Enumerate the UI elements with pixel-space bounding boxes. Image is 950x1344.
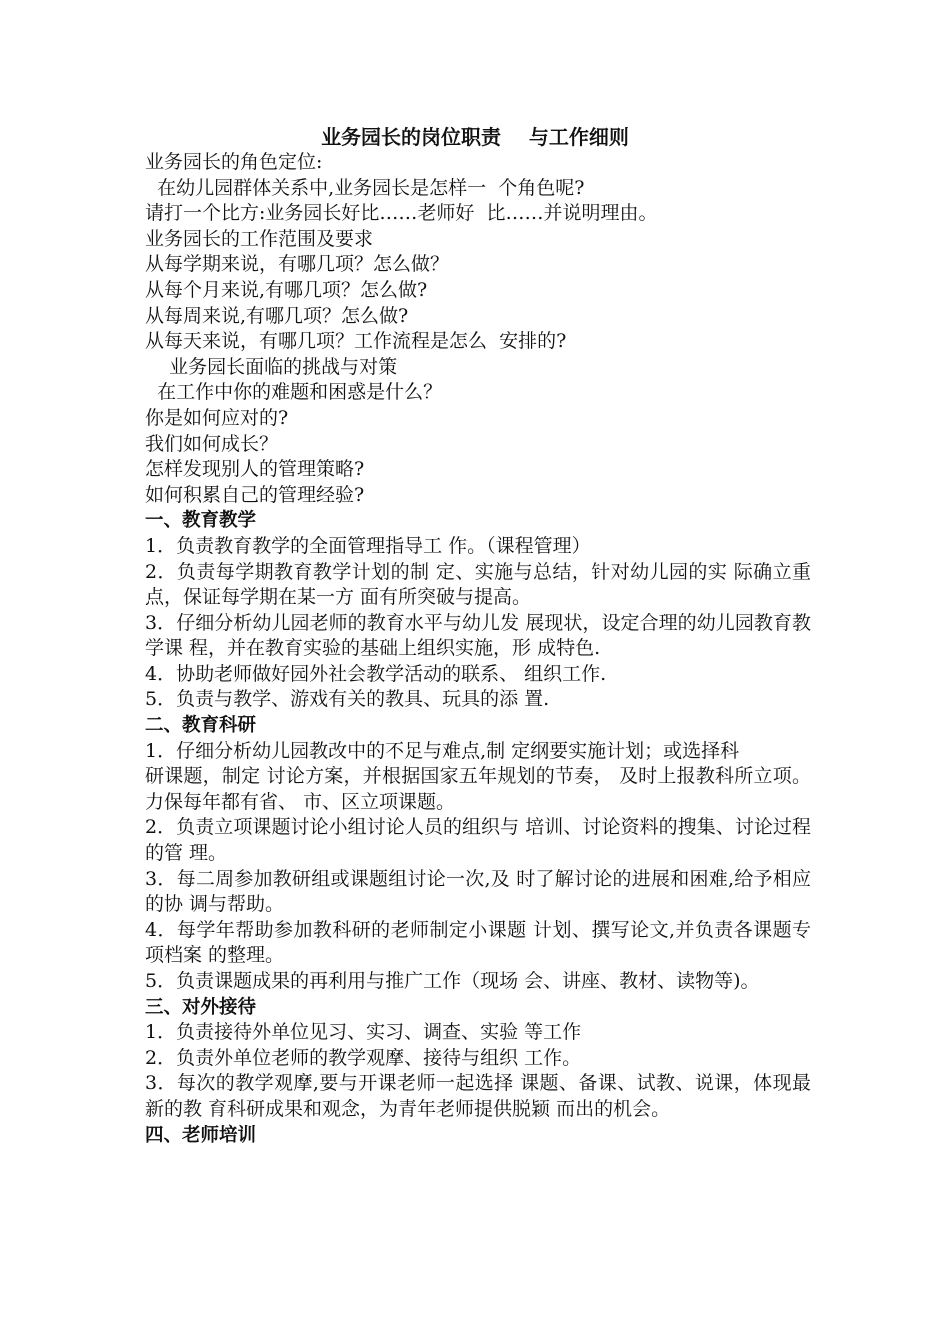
intro-line: 在工作中你的难题和困惑是什么？ <box>145 381 443 404</box>
section-item: 3．每二周参加教研组或课题组讨论一次,及 时了解讨论的进展和困难,给予相应的协 调与帮助。 <box>145 867 811 916</box>
intro-line: 请打一个比方:业务园长好比……老师好 比……并说明理由。 <box>145 202 658 225</box>
intro-line: 业务园长的角色定位: <box>145 151 323 173</box>
document-body <box>145 150 811 1148</box>
section-reception <box>145 995 811 1123</box>
intro-line: 我们如何成长？ <box>145 432 279 455</box>
intro-block <box>145 150 811 508</box>
section-item: 1．仔细分析幼儿园教改中的不足与难点,制 定纲要实施计划；或选择科 <box>145 739 740 762</box>
intro-line: 从每学期来说，有哪几项？怎么做？ <box>145 253 450 276</box>
intro-line: 在幼儿园群体关系中,业务园长是怎样一 个角色呢? <box>145 176 585 199</box>
section-heading: 四、老师培训 <box>145 1124 257 1146</box>
section-item: 3．仔细分析幼儿园老师的教育水平与幼儿发 展现状，设定合理的幼儿园教育教学课 程，并在教育实验的基础上组织实施，形 成特色. <box>145 611 811 660</box>
section-item: 2．负责外单位老师的教学观摩、接待与组织 工作。 <box>145 1046 582 1069</box>
intro-line: 怎样发现别人的管理策略? <box>145 458 365 481</box>
section-item: 2．负责每学期教育教学计划的制 定、实施与总结，针对幼儿园的实 际确立重点，保证每学期在某一方 面有所突破与提高。 <box>145 560 811 609</box>
intro-line: 如何积累自己的管理经验? <box>145 483 365 506</box>
section-item: 1．负责教育教学的全面管理指导工 作。（课程管理） <box>145 534 591 557</box>
section-item: 5．负责与教学、游戏有关的教具、玩具的添 置. <box>145 688 550 711</box>
section-item: 1．负责接待外单位见习、实习、调查、实验 等工作 <box>145 1021 582 1044</box>
intro-line: 业务园长面临的挑战与对策 <box>145 355 398 378</box>
section-heading: 三、对外接待 <box>145 996 257 1018</box>
section-item: 2．负责立项课题讨论小组讨论人员的组织与 培训、讨论资料的搜集、讨论过程的管 理。 <box>145 816 811 865</box>
section-training <box>145 1123 811 1149</box>
intro-line: 从每周来说,有哪几项？怎么做? <box>145 304 409 327</box>
section-item: 研课题，制定 讨论方案，并根据国家五年规划的节奏， 及时上报教科所立项。力保每年都有省、 市、区立项课题。 <box>145 765 811 813</box>
document-title: 业务园长的岗位职责 与工作细则 <box>321 125 629 149</box>
intro-line: 你是如何应对的? <box>145 406 289 429</box>
section-item: 4．每学年帮助参加教科研的老师制定小课题 计划、撰写论文,并负责各课题专项档案 的整理。 <box>145 918 811 967</box>
section-item: 5．负责课题成果的再利用与推广工作（现场 会、讲座、教材、读物等)。 <box>145 970 760 992</box>
intro-line: 从每天来说，有哪几项？工作流程是怎么 安排的? <box>145 330 567 353</box>
intro-line: 业务园长的工作范围及要求 <box>145 227 374 250</box>
section-research <box>145 713 811 995</box>
section-heading: 二、教育科研 <box>145 715 257 737</box>
intro-line: 从每个月来说,有哪几项？怎么做? <box>145 278 428 301</box>
section-heading: 一、教育教学 <box>145 510 257 532</box>
section-item: 4．协助老师做好园外社会教学活动的联系、 组织工作. <box>145 662 607 685</box>
section-teaching <box>145 508 811 713</box>
section-item: 3．每次的教学观摩,要与开课老师一起选择 课题、备课、试教、说课，体现最新的教 育科研成果和观念，为青年老师提供脱颖 而出的机会。 <box>145 1072 811 1120</box>
